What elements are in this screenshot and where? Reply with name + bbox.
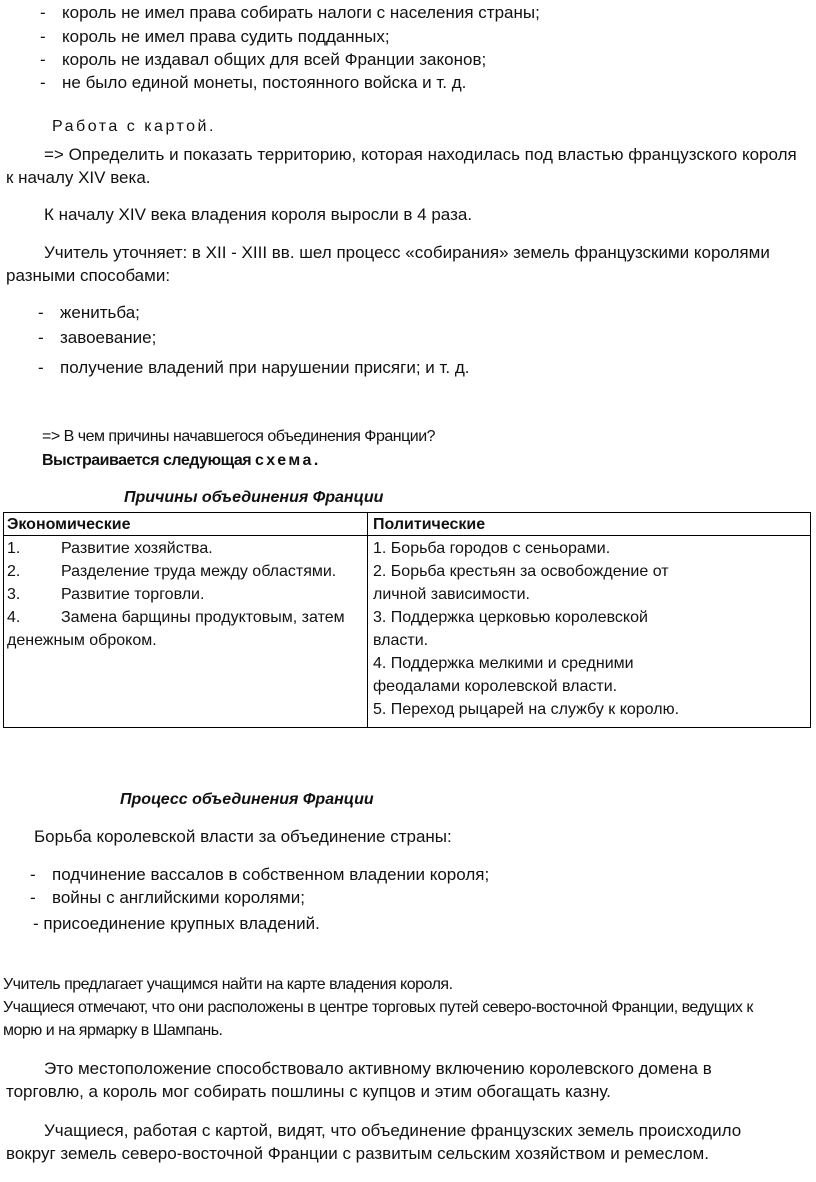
list-item: - не было единой монеты, постоянного войска и т. д. xyxy=(40,73,467,92)
process-title: Процесс объединения Франции xyxy=(120,791,374,808)
schema-line: Выстраивается следующая схема. xyxy=(42,452,321,469)
table-header: Экономические xyxy=(7,516,131,533)
paragraph: Учитель предлагает учащимся найти на карте владения короля. xyxy=(3,976,453,993)
list-item: - король не имел права собирать налоги с населения страны; xyxy=(40,3,540,22)
table-row: феодалами королевской власти. xyxy=(373,678,618,695)
table-row: денежным оброком. xyxy=(7,632,157,649)
growth-note: К началу XIV века владения короля выросли в 4 раза. xyxy=(44,205,473,224)
table-row: 1. Борьба городов с сеньорами. xyxy=(373,540,611,557)
table-cell-political xyxy=(373,537,679,721)
table-row: 5. Переход рыцарей на службу к королю. xyxy=(373,701,680,718)
list-item: - подчинение вассалов в собственном владении короля; xyxy=(30,865,490,884)
paragraph: Учащиеся отмечают, что они расположены в центре торговых путей северо-восточной Франции, ведущих к xyxy=(3,999,753,1016)
list-item: - король не имел права судить подданных; xyxy=(40,27,390,46)
table-row: 2. Борьба крестьян за освобождение от xyxy=(373,563,669,580)
list-item: - завоевание; xyxy=(38,328,157,347)
causes-table xyxy=(3,512,811,728)
list-item: - получение владений при нарушении присяги; и т. д. xyxy=(38,358,470,377)
paragraph: вокруг земель северо-восточной Франции с развитым сельским хозяйством и ремеслом. xyxy=(6,1144,709,1163)
table-row: 3. Поддержка церковью королевской xyxy=(373,609,648,626)
table-cell-economic xyxy=(7,537,345,652)
teacher-text: Учитель уточняет: в XII - XIII вв. шел процесс «собирания» земель французскими королями xyxy=(44,243,770,262)
table-row: 4. Замена барщины продуктовым, затем xyxy=(7,609,345,626)
teacher-text: разными способами: xyxy=(6,266,171,285)
table-header: Политические xyxy=(373,516,486,533)
list-item: - войны с английскими королями; xyxy=(30,888,305,907)
table-row: 2. Разделение труда между областями. xyxy=(7,563,337,580)
paragraph: торговлю, а король мог собирать пошлины с купцов и этим обогащать казну. xyxy=(6,1082,611,1101)
list-item: - король не издавал общих для всей Франции законов; xyxy=(40,50,487,69)
paragraph: Это местоположение способствовало активному включению королевского домена в xyxy=(44,1059,712,1078)
table-row: 3. Развитие торговли. xyxy=(7,586,205,603)
section-heading: Работа с картой. xyxy=(52,118,216,135)
table-title: Причины объединения Франции xyxy=(124,489,384,506)
table-divider xyxy=(367,513,368,727)
task-text: => Определить и показать территорию, которая находилась под властью французского короля xyxy=(44,145,797,164)
table-row: 1. Развитие хозяйства. xyxy=(7,540,213,557)
paragraph: морю и на ярмарку в Шампань. xyxy=(3,1022,223,1039)
table-row: власти. xyxy=(373,632,429,649)
table-row: 4. Поддержка мелкими и средними xyxy=(373,655,634,672)
struggle-intro: Борьба королевской власти за объединение страны: xyxy=(34,827,452,846)
list-item: - присоединение крупных владений. xyxy=(33,914,320,933)
task-text: к началу XIV века. xyxy=(6,168,151,187)
list-item: - женитьба; xyxy=(38,303,140,322)
table-row: личной зависимости. xyxy=(373,586,530,603)
paragraph: Учащиеся, работая с картой, видят, что объединение французских земель происходило xyxy=(44,1121,742,1140)
question-text: => В чем причины начавшегося объединения Франции? xyxy=(42,428,436,445)
